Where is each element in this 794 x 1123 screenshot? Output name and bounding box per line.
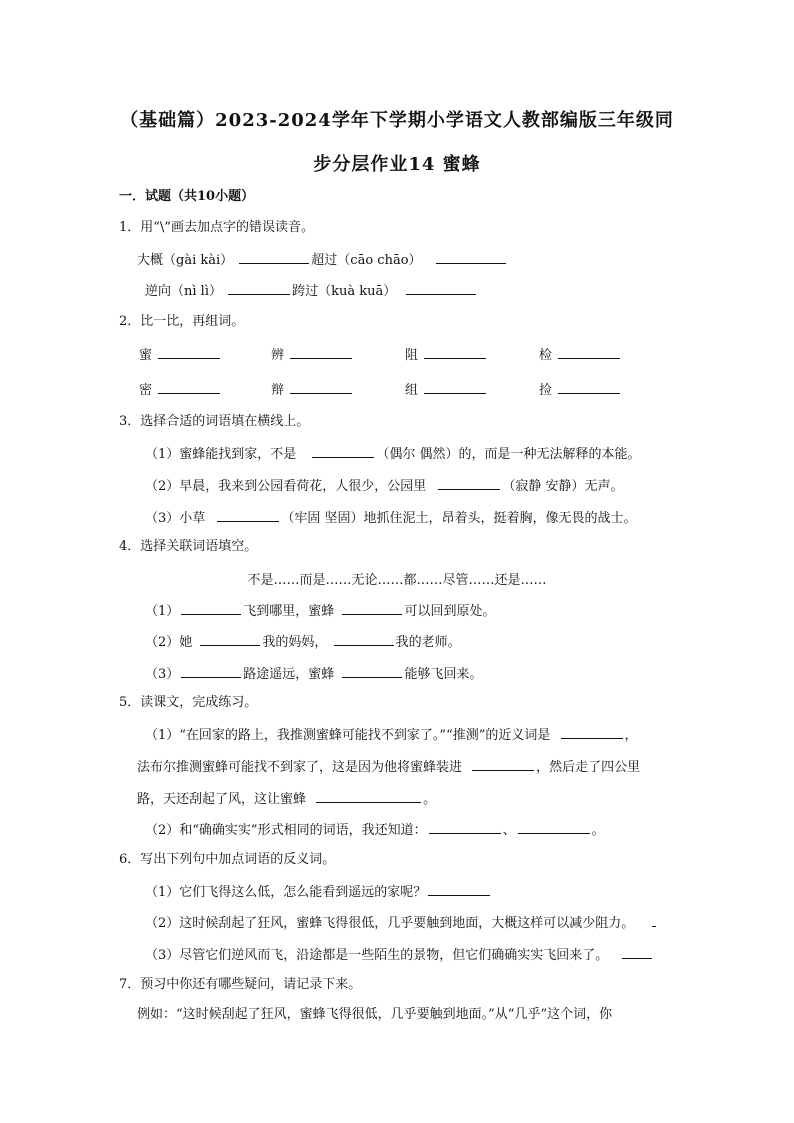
q4-options: 不是……而是……无论……都……尽管……还是…… bbox=[247, 573, 547, 588]
q6-sentence: （1）它们飞得这么低，怎么能看到遥远的家呢？ bbox=[145, 882, 492, 902]
answer-blank[interactable] bbox=[436, 250, 506, 264]
q5-prompt: 5．读课文，完成练习。 bbox=[119, 695, 258, 710]
q6-sentence: （2）这时候刮起了狂风，蜜蜂飞得很低，几乎要触到地面，大概这样可以减少阻力。 bbox=[145, 913, 658, 933]
q1-prompt: 1．用“\”画去加点字的错误读音。 bbox=[119, 220, 314, 235]
answer-blank[interactable] bbox=[200, 632, 260, 646]
q3-sentence: （1）蜜蜂能找到家，不是 （偶尔 偶然）的，而是一种无法解释的本能。 bbox=[145, 444, 641, 464]
answer-blank[interactable] bbox=[181, 601, 241, 615]
answer-blank[interactable] bbox=[424, 380, 486, 394]
doc-title-line2: 步分层作业14 蜜蜂 bbox=[313, 154, 481, 175]
section-heading: 一．试题（共10小题） bbox=[119, 189, 255, 204]
q2-char: 捡 bbox=[539, 380, 622, 400]
answer-blank[interactable] bbox=[342, 601, 402, 615]
answer-blank[interactable] bbox=[558, 380, 620, 394]
q5-line: （1）“在回家的路上，我推测蜜蜂可能找不到家了。”“推测”的近义词是 ， bbox=[145, 725, 638, 745]
q2-char: 辨 bbox=[271, 345, 354, 365]
q7-example: 例如：“这时候刮起了狂风，蜜蜂飞得很低，几乎要触到地面。”从“几乎”这个词，你 bbox=[137, 1007, 613, 1022]
q5-line: 法布尔推测蜜蜂可能找不到家了，这是因为他将蜜蜂装进 ，然后走了四公里 bbox=[137, 757, 640, 777]
answer-blank[interactable] bbox=[622, 945, 652, 959]
answer-blank[interactable] bbox=[312, 444, 374, 458]
q4-sentence: （1） 飞到哪里，蜜蜂 可以回到原处。 bbox=[145, 601, 495, 621]
q1-row2 bbox=[145, 281, 478, 301]
answer-blank[interactable] bbox=[158, 380, 220, 394]
answer-blank[interactable] bbox=[424, 345, 486, 359]
answer-blank[interactable] bbox=[561, 725, 623, 739]
q2-char: 辩 bbox=[271, 380, 354, 400]
q3-sentence: （2）早晨，我来到公园看荷花，人很少，公园里 （寂静 安静）无声。 bbox=[145, 476, 624, 496]
q6-sentence: （3）尽管它们逆风而飞，沿途都是一些陌生的景物，但它们确确实实飞回来了。 bbox=[145, 945, 654, 965]
q3-prompt: 3．选择合适的词语填在横线上。 bbox=[119, 414, 310, 429]
q1-item: 大概（gài kài） bbox=[137, 253, 234, 268]
q2-char: 阻 bbox=[405, 345, 488, 365]
q6-prompt: 6．写出下列句中加点词语的反义词。 bbox=[119, 852, 336, 867]
answer-blank[interactable] bbox=[406, 281, 476, 295]
q1-row1 bbox=[137, 250, 508, 270]
q2-char: 检 bbox=[539, 345, 622, 365]
q1-item: 逆向（nì lì） bbox=[145, 284, 222, 299]
answer-blank[interactable] bbox=[217, 508, 279, 522]
q2-char: 蜜 bbox=[139, 345, 222, 365]
answer-blank[interactable] bbox=[290, 345, 352, 359]
q3-sentence: （3）小草 （牢固 坚固）地抓住泥土，昂着头，挺着胸，像无畏的战士。 bbox=[145, 508, 637, 528]
q5-line: （2）和“确确实实”形式相同的词语，我还知道： 、 。 bbox=[145, 820, 605, 840]
answer-blank[interactable] bbox=[228, 281, 290, 295]
q2-prompt: 2．比一比，再组词。 bbox=[119, 314, 245, 329]
answer-blank[interactable] bbox=[334, 632, 394, 646]
answer-blank[interactable] bbox=[158, 345, 220, 359]
q2-char: 密 bbox=[139, 380, 222, 400]
q4-prompt: 4．选择关联词语填空。 bbox=[119, 539, 258, 554]
answer-blank[interactable] bbox=[316, 789, 421, 803]
q7-prompt: 7．预习中你还有哪些疑问，请记录下来。 bbox=[119, 977, 362, 992]
answer-blank[interactable] bbox=[558, 345, 620, 359]
answer-blank[interactable] bbox=[518, 820, 590, 834]
q4-sentence: （2）她 我的妈妈， 我的老师。 bbox=[145, 632, 461, 652]
answer-blank[interactable] bbox=[429, 820, 501, 834]
q4-sentence: （3） 路途遥远，蜜蜂 能够飞回来。 bbox=[145, 664, 482, 684]
q1-item: 超过（cāo chāo） bbox=[311, 253, 422, 268]
answer-blank[interactable] bbox=[438, 476, 500, 490]
answer-blank[interactable] bbox=[342, 664, 402, 678]
answer-blank[interactable] bbox=[181, 664, 241, 678]
answer-blank[interactable] bbox=[472, 757, 534, 771]
answer-blank[interactable] bbox=[239, 250, 309, 264]
answer-blank[interactable] bbox=[428, 882, 490, 896]
q2-char: 组 bbox=[405, 380, 488, 400]
q1-item: 跨过（kuà kuā） bbox=[292, 284, 397, 299]
doc-title-line1: （基础篇）2023-2024学年下学期小学语文人教部编版三年级同 bbox=[120, 110, 674, 131]
answer-blank[interactable] bbox=[290, 380, 352, 394]
q5-line: 路，天还刮起了风，这让蜜蜂 。 bbox=[137, 789, 436, 809]
answer-blank[interactable] bbox=[652, 913, 656, 927]
